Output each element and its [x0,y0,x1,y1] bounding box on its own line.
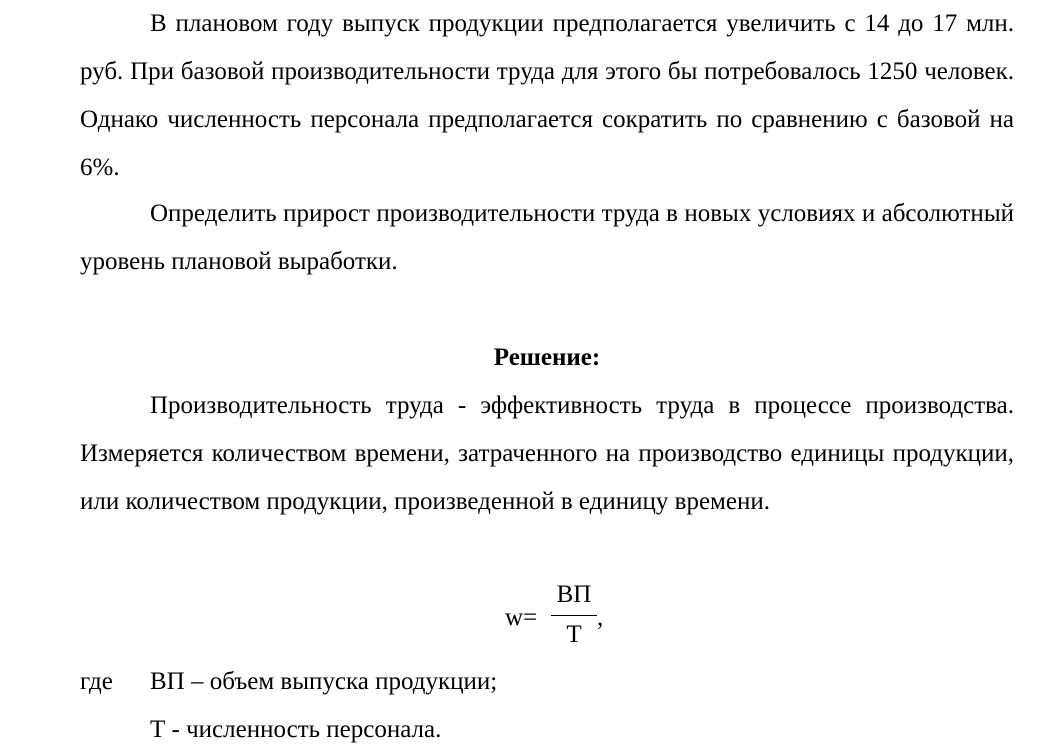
formula-comma: , [597,604,604,631]
solution-paragraph: Производительность труда - эффективность труда в процессе производства. Измеряется количеством времени, затраченного на производство единицы продукции, или количеством продукции, произведенной в единицу времени. [80,392,1014,515]
solution-heading: Решение: [493,344,601,371]
problem-paragraph-2: Определить прирост производительности труда в новых условиях и абсолютный уровень плановой выработки. [80,200,1014,275]
definition-t: Т - численность персонала. [150,716,442,743]
formula-numerator: ВП [556,581,592,608]
formula-denominator: Т [566,621,582,648]
where-label: где [80,668,113,695]
fraction-bar [551,615,597,616]
formula-lhs: w= [505,604,538,631]
productivity-formula [505,580,625,650]
problem-paragraph-1: В плановом году выпуск продукции предполагается увеличить с 14 до 17 млн. руб. При базовой производительности труда для этого бы потребовалось 1250 человек. Однако численность персонала предполагается сократить по сравнению с базовой на 6%. [80,10,1014,181]
definition-vp: ВП – объем выпуска продукции; [150,668,498,695]
